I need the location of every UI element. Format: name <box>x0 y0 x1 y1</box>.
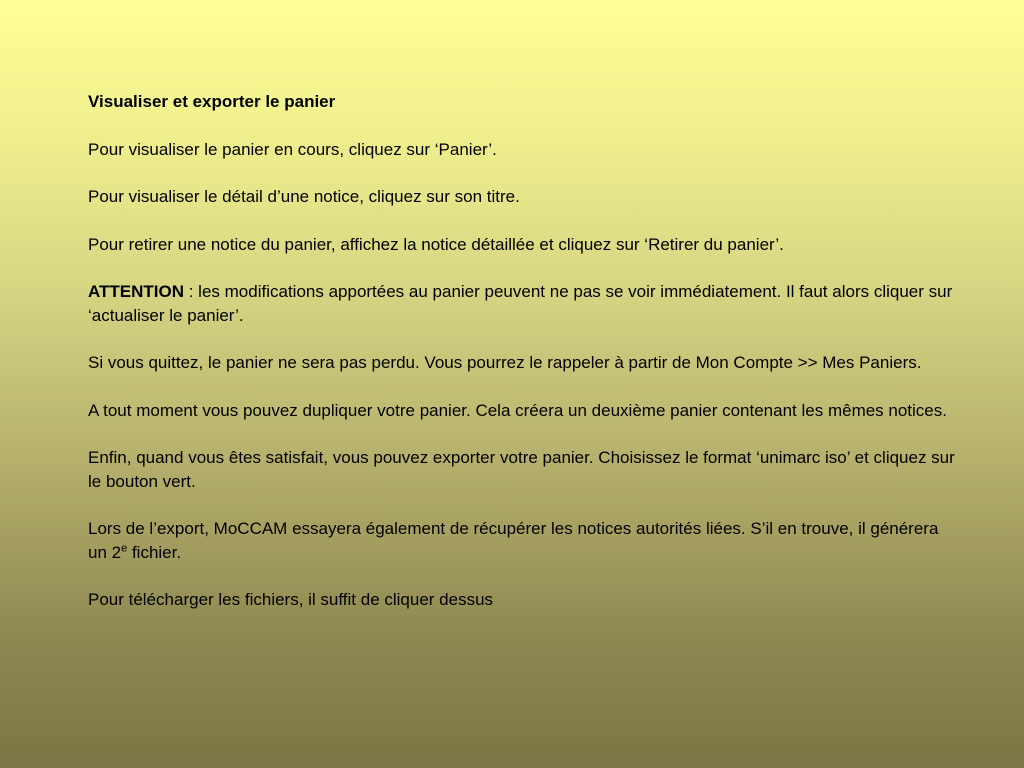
export-authorities-text: Lors de l’export, MoCCAM essayera également de récupérer les notices autorités liées. S’il en trouve, il générera un 2 <box>88 519 939 562</box>
paragraph-quit: Si vous quittez, le panier ne sera pas perdu. Vous pourrez le rappeler à partir de Mon Compte >> Mes Paniers. <box>88 353 922 372</box>
paragraph-export: Enfin, quand vous êtes satisfait, vous pouvez exporter votre panier. Choisissez le format ‘unimarc iso’ et cliquez sur le bouton vert. <box>88 448 955 491</box>
paragraph-duplicate: A tout moment vous pouvez dupliquer votre panier. Cela créera un deuxième panier contenant les mêmes notices. <box>88 400 947 420</box>
paragraph-export-authorities <box>88 517 958 564</box>
attention-label: ATTENTION <box>88 282 185 301</box>
slide-content <box>88 90 958 636</box>
paragraph-attention <box>88 280 958 327</box>
paragraph-download: Pour télécharger les fichiers, il suffit de cliquer dessus <box>88 590 494 609</box>
paragraph-remove-notice: Pour retirer une notice du panier, affichez la notice détaillée et cliquez sur ‘Retirer du panier’. <box>88 234 784 254</box>
paragraph-view-basket: Pour visualiser le panier en cours, cliquez sur ‘Panier’. <box>88 139 497 159</box>
ordinal-superscript: e <box>121 541 128 554</box>
attention-text: : les modifications apportées au panier peuvent ne pas se voir immédiatement. Il faut alors cliquer sur ‘actualiser le panier’. <box>88 282 953 325</box>
paragraph-view-detail: Pour visualiser le détail d’une notice, cliquez sur son titre. <box>88 187 520 206</box>
export-authorities-text-end: fichier. <box>127 542 182 562</box>
slide-title: Visualiser et exporter le panier <box>88 92 336 111</box>
